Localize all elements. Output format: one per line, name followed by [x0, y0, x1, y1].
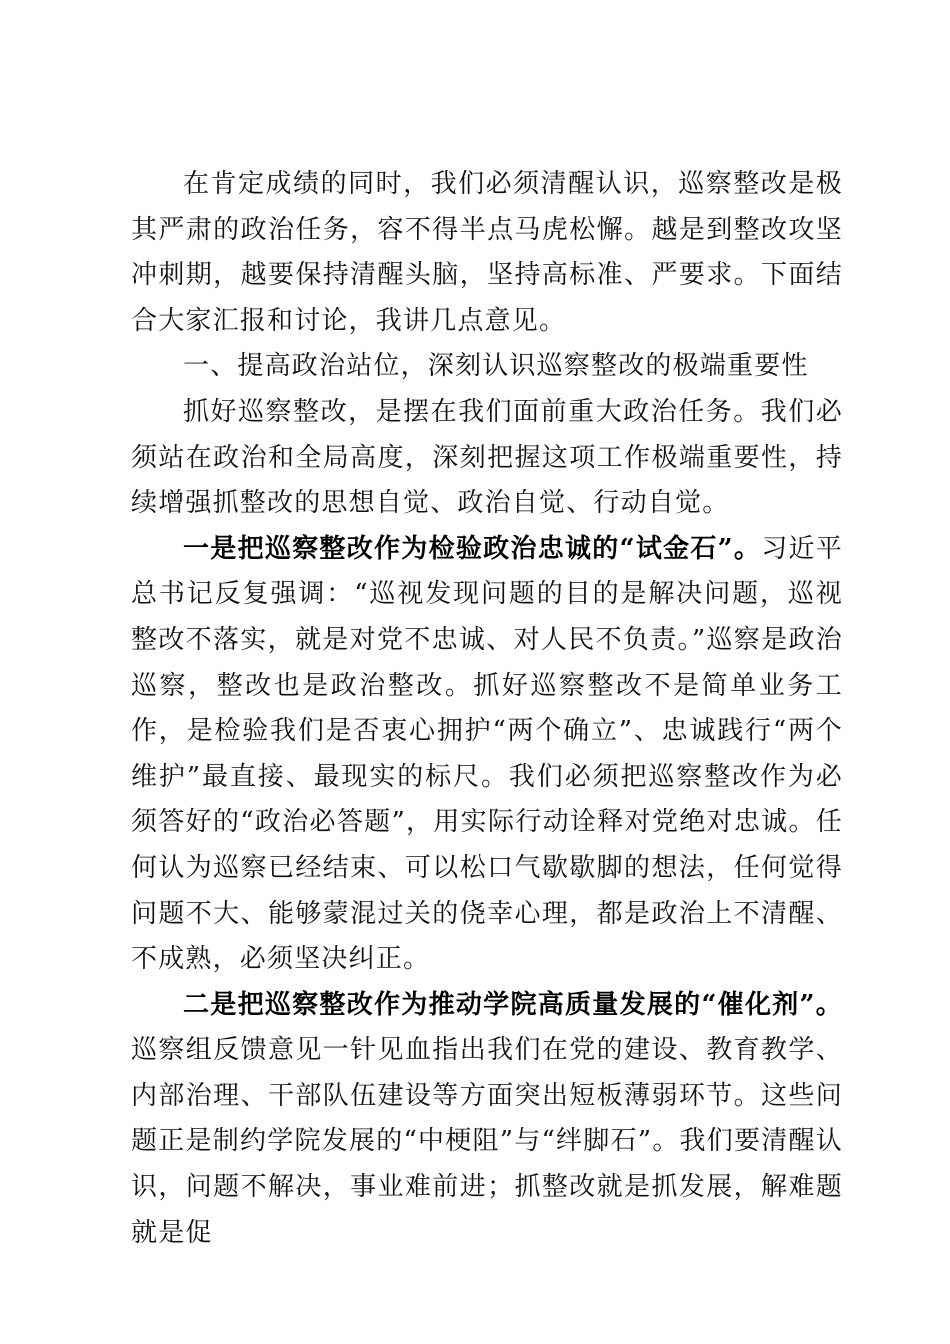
paragraph-text: 抓好巡察整改，是摆在我们面前重大政治任务。我们必须站在政治和全局高度，深刻把握这项工作极端重要性，持续增强抓整改的思想自觉、政治自觉、行动自觉。: [131, 396, 843, 519]
paragraph-section-intro: [131, 390, 843, 527]
paragraph-point-one: [131, 527, 843, 983]
paragraph-point-two: [131, 983, 843, 1257]
document-body: [131, 162, 843, 1256]
paragraph-text: 在肯定成绩的同时，我们必须清醒认识，巡察整改是极其严肃的政治任务，容不得半点马虎松懈。越是到整改攻坚冲刺期，越要保持清醒头脑，坚持高标准、严要求。下面结合大家汇报和讨论，我讲几点意见。: [131, 169, 843, 336]
paragraph-lead: 二是把巡察整改作为推动学院高质量发展的“催化剂”。: [183, 989, 843, 1020]
paragraph-text: 习近平总书记反复强调：“巡视发现问题的目的是解决问题，巡视整改不落实，就是对党不忠诚、对人民不负责。”巡察是政治巡察，整改也是政治整改。抓好巡察整改不是简单业务工作，是检验我们是否衷心拥护“两个确立”、忠诚践行“两个维护”最直接、最现实的标尺。我们必须把巡察整改作为必须答好的“政治必答题”，用实际行动诠释对党绝对忠诚。任何认为巡察已经结束、可以松口气歇歇脚的想法，任何觉得问题不大、能够蒙混过关的侥幸心理，都是政治上不清醒、不成熟，必须坚决纠正。: [131, 533, 843, 975]
paragraph-intro: [131, 162, 843, 344]
paragraph-text: 巡察组反馈意见一针见血指出我们在党的建设、教育教学、内部治理、干部队伍建设等方面突出短板薄弱环节。这些问题正是制约学院发展的“中梗阻”与“绊脚石”。我们要清醒认识，问题不解决，事业难前进；抓整改就是抓发展，解难题就是促: [131, 1035, 843, 1248]
section-heading: [131, 344, 843, 390]
paragraph-text: 一、提高政治站位，深刻认识巡察整改的极端重要性: [183, 351, 809, 382]
paragraph-lead: 一是把巡察整改作为检验政治忠诚的“试金石”。: [183, 533, 762, 564]
